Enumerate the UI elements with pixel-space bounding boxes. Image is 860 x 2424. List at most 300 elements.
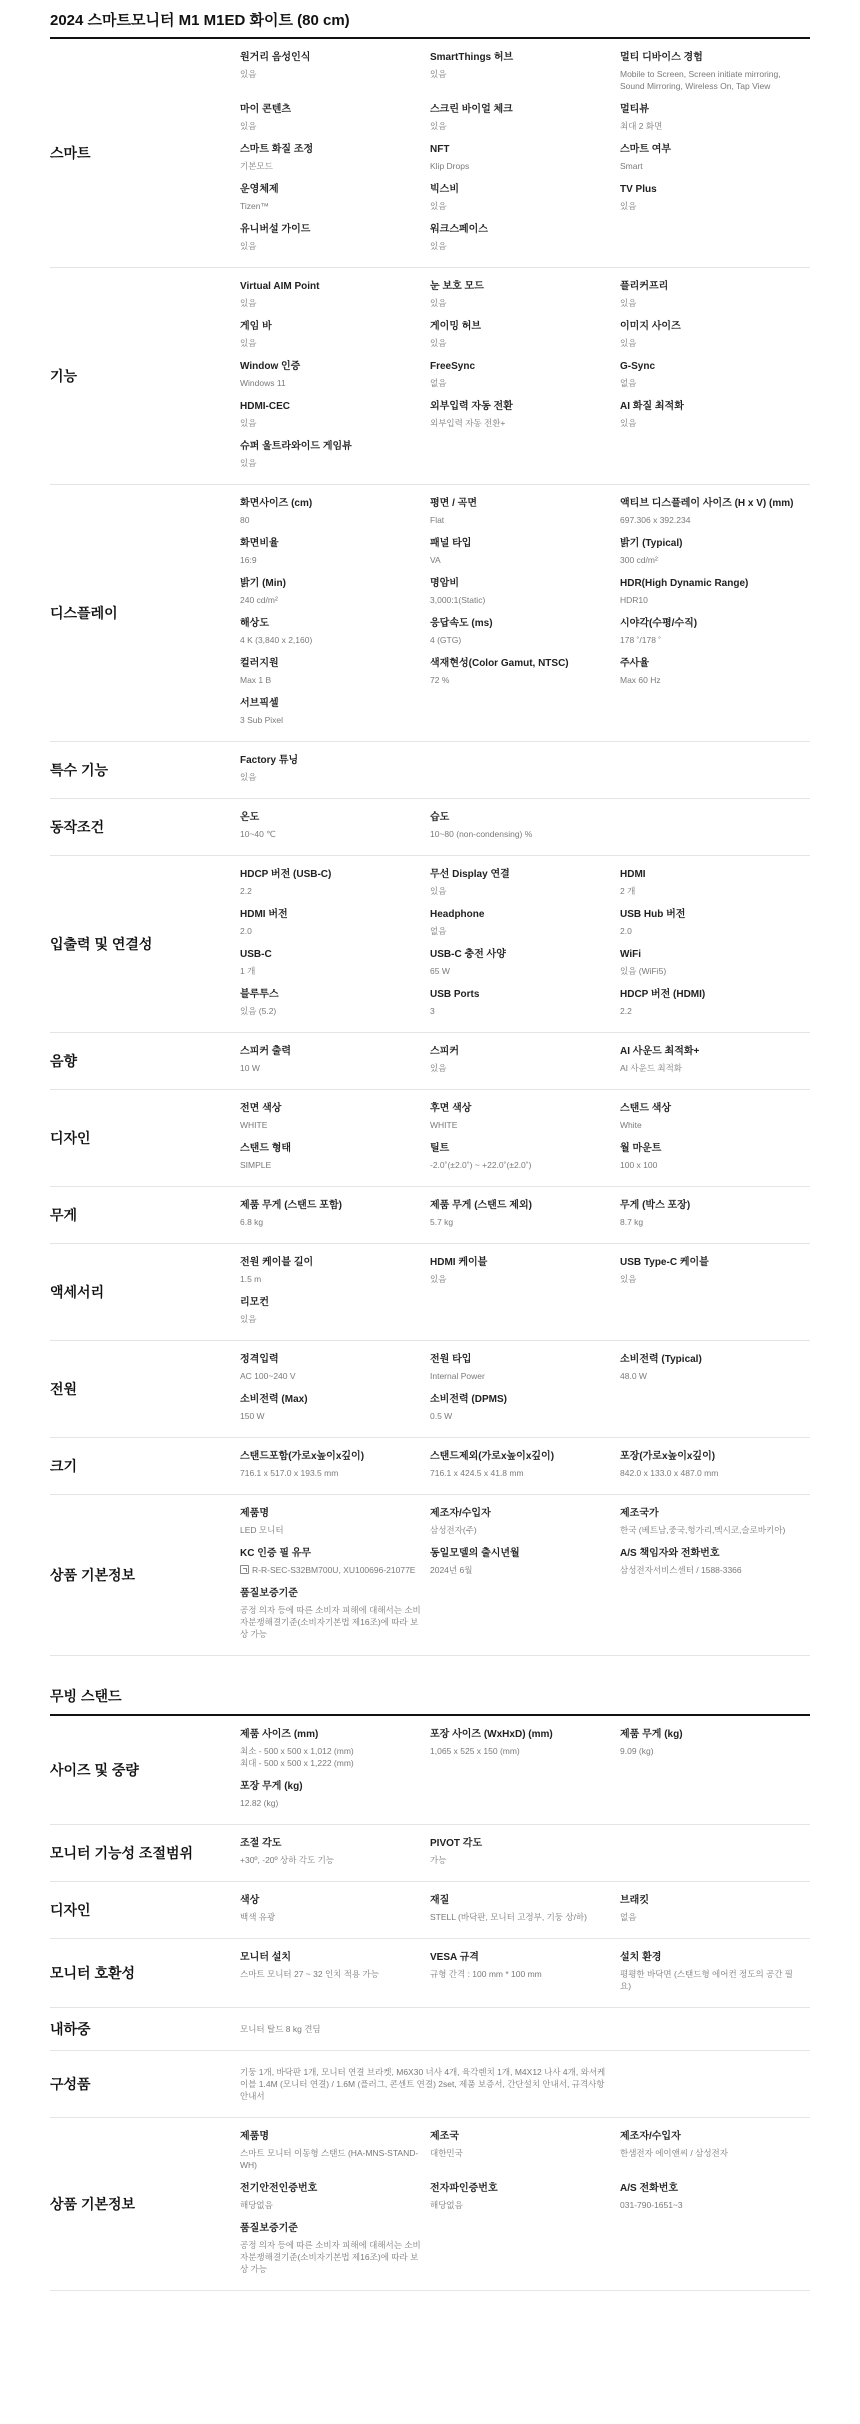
spec-label: 포장(가로x높이x깊이) <box>620 1451 716 1462</box>
spec-value: 716.1 x 517.0 x 193.5 mm <box>240 1468 339 1478</box>
spec-group <box>50 1882 810 1939</box>
spec-group <box>50 1244 810 1341</box>
spec-item <box>430 904 620 944</box>
spec-item <box>620 276 810 316</box>
spec-label: 온도 <box>240 812 260 823</box>
spec-label: 제품 무게 (kg) <box>620 1729 683 1740</box>
spec-group <box>50 856 810 1033</box>
spec-label: 품질보증기준 <box>240 1588 298 1599</box>
spec-label: 무게 (박스 포장) <box>620 1200 691 1211</box>
spec-value: 1.5 m <box>240 1274 262 1284</box>
spec-label: USB Ports <box>430 989 480 1000</box>
spec-item <box>240 1349 430 1389</box>
spec-group-title: 디자인 <box>50 1902 91 1918</box>
spec-label: 화면비율 <box>240 538 279 549</box>
spec-value: 최소 - 500 x 500 x 1,012 (mm) 최대 - 500 x 500 x 1,222 (mm) <box>240 1746 354 1768</box>
spec-value: 대한민국 <box>430 2148 463 2158</box>
spec-value: 100 x 100 <box>620 1160 658 1170</box>
spec-value: White <box>620 1120 642 1130</box>
spec-label: 유니버설 가이드 <box>240 224 311 235</box>
spec-value: Windows 11 <box>240 378 286 388</box>
spec-label: FreeSync <box>430 361 476 372</box>
spec-label: 멀티 디바이스 경험 <box>620 52 703 63</box>
spec-value <box>240 1564 422 1576</box>
spec-item <box>620 356 810 396</box>
spec-value: 있음 <box>240 1314 257 1324</box>
spec-value: 외부입력 자동 전환+ <box>430 418 506 428</box>
spec-group-title: 모니터 호환성 <box>50 1965 136 1981</box>
stand-section-title: 무빙 스탠드 <box>50 1686 810 1716</box>
spec-value: 있음 <box>430 201 447 211</box>
spec-label: 제품 사이즈 (mm) <box>240 1729 319 1740</box>
spec-label: G-Sync <box>620 361 656 372</box>
spec-grid <box>240 1349 810 1429</box>
spec-value: Max 60 Hz <box>620 675 661 685</box>
spec-group-title: 모니터 기능성 조절범위 <box>50 1845 194 1861</box>
spec-item <box>240 1292 430 1332</box>
spec-grid <box>240 750 810 790</box>
spec-value: 4 K (3,840 x 2,160) <box>240 635 313 645</box>
spec-item <box>430 1446 620 1486</box>
spec-label: 습도 <box>430 812 450 823</box>
spec-value: 300 cd/m² <box>620 555 658 565</box>
spec-item <box>620 396 810 436</box>
spec-group-title: 구성품 <box>50 2076 91 2092</box>
spec-value: 2.2 <box>240 886 252 896</box>
spec-item <box>620 2178 810 2218</box>
spec-value: 백색 유광 <box>240 1912 276 1922</box>
spec-item <box>620 864 810 904</box>
spec-value: 모니터 탈드 8 kg 견딤 <box>240 2024 321 2034</box>
spec-value: 있음 <box>620 201 637 211</box>
spec-grid <box>240 1890 810 1930</box>
spec-value: WHITE <box>240 1120 268 1130</box>
spec-group <box>50 2051 810 2118</box>
spec-group-title: 사이즈 및 중량 <box>50 1762 139 1778</box>
spec-label: A/S 책임자와 전화번호 <box>620 1548 720 1559</box>
spec-label: HDMI 케이블 <box>430 1257 488 1268</box>
spec-label: 블루투스 <box>240 989 279 1000</box>
spec-label: 스탠드 색상 <box>620 1103 672 1114</box>
spec-label: 제품 무게 (스탠드 포함) <box>240 1200 342 1211</box>
spec-grid <box>240 47 810 259</box>
spec-label: Virtual AIM Point <box>240 281 320 292</box>
spec-value: 한국 (베트남,중국,헝가리,멕시코,슬로바키아) <box>620 1525 786 1535</box>
spec-group-title: 스마트 <box>50 145 91 161</box>
spec-item <box>430 1724 620 1776</box>
spec-value: 있음 <box>620 1274 637 1284</box>
spec-item <box>240 396 430 436</box>
spec-item <box>240 1041 430 1081</box>
spec-value: 있음 <box>430 298 447 308</box>
spec-group-title: 무게 <box>50 1207 78 1223</box>
spec-item <box>620 613 810 653</box>
spec-item <box>240 1890 430 1930</box>
spec-label: 화면사이즈 (cm) <box>240 498 313 509</box>
external-link-icon[interactable] <box>240 1565 249 1574</box>
spec-label: 밝기 (Min) <box>240 578 286 589</box>
spec-label: Window 인증 <box>240 361 301 372</box>
spec-item <box>620 1503 810 1543</box>
spec-item <box>620 653 810 693</box>
spec-label: 게이밍 허브 <box>430 321 482 332</box>
spec-item <box>240 984 430 1024</box>
spec-item <box>620 139 810 179</box>
spec-value: 150 W <box>240 1411 265 1421</box>
spec-item <box>240 316 430 356</box>
spec-value: 가능 <box>430 1855 447 1865</box>
spec-label: 포장 무게 (kg) <box>240 1781 303 1792</box>
spec-item <box>620 984 810 1024</box>
spec-item <box>620 1446 810 1486</box>
spec-item <box>620 1195 810 1235</box>
spec-label: A/S 전화번호 <box>620 2183 679 2194</box>
spec-label: 전원 타입 <box>430 1354 472 1365</box>
spec-label: 무선 Display 연결 <box>430 869 510 880</box>
spec-label: 스크린 바이얼 체크 <box>430 104 513 115</box>
spec-label: 평면 / 곡면 <box>430 498 477 509</box>
spec-label: HDMI-CEC <box>240 401 290 412</box>
spec-label: SmartThings 허브 <box>430 52 514 63</box>
spec-value: 2024년 6월 <box>430 1565 473 1575</box>
spec-item <box>620 493 810 533</box>
spec-item <box>430 356 620 396</box>
spec-label: 설치 환경 <box>620 1952 662 1963</box>
spec-label: HDCP 버전 (HDMI) <box>620 989 706 1000</box>
spec-item <box>240 2126 430 2178</box>
spec-value: 4 (GTG) <box>430 635 462 645</box>
spec-item <box>430 573 620 613</box>
spec-value: AI 사운드 최적화 <box>620 1063 683 1073</box>
spec-label: 스피커 <box>430 1046 459 1057</box>
spec-group-title: 동작조건 <box>50 819 105 835</box>
spec-item <box>430 1195 620 1235</box>
spec-value: 있음 <box>430 1274 447 1284</box>
spec-group <box>50 1090 810 1187</box>
spec-value: 6.8 kg <box>240 1217 264 1227</box>
spec-value: 평평한 바닥면 (스탠드형 에어컨 정도의 공간 필요) <box>620 1969 794 1991</box>
spec-item <box>620 1947 810 1999</box>
spec-item <box>430 653 620 693</box>
spec-label: 리모컨 <box>240 1297 269 1308</box>
spec-value: 있음 <box>240 121 257 131</box>
spec-value: 031-790-1651~3 <box>620 2200 683 2210</box>
spec-value: 있음 <box>240 298 257 308</box>
spec-item <box>620 1543 810 1583</box>
spec-value: 있음 <box>240 458 257 468</box>
spec-item <box>620 179 810 219</box>
spec-label: 컬러지원 <box>240 658 279 669</box>
spec-label: 시야각(수평/수직) <box>620 618 698 629</box>
spec-value: 2.2 <box>620 1006 632 1016</box>
spec-item <box>240 573 430 613</box>
spec-item <box>240 1833 430 1873</box>
spec-value: 해당없음 <box>240 2200 273 2210</box>
spec-grid <box>240 864 810 1024</box>
spec-value: 있음 <box>430 121 447 131</box>
spec-value: 규형 간격 : 100 mm * 100 mm <box>430 1969 542 1979</box>
spec-item <box>240 179 430 219</box>
spec-label: 모니터 설치 <box>240 1952 292 1963</box>
spec-group <box>50 742 810 799</box>
spec-value: 없음 <box>620 1912 637 1922</box>
spec-label: 스피커 출력 <box>240 1046 292 1057</box>
spec-label: 정격입력 <box>240 1354 279 1365</box>
spec-item <box>240 1543 430 1583</box>
spec-group-title: 내하중 <box>50 2021 91 2037</box>
spec-value: 있음 <box>430 1063 447 1073</box>
spec-label: 멀티뷰 <box>620 104 649 115</box>
spec-label: VESA 규격 <box>430 1952 479 1963</box>
spec-label: Headphone <box>430 909 485 920</box>
spec-item <box>240 1389 430 1429</box>
spec-label: HDMI <box>620 869 646 880</box>
spec-item <box>620 99 810 139</box>
spec-label: 스마트 여부 <box>620 144 672 155</box>
spec-grid <box>240 1041 810 1081</box>
spec-value: 697.306 x 392.234 <box>620 515 691 525</box>
spec-item <box>240 2059 620 2109</box>
spec-item <box>620 1890 810 1930</box>
spec-value: 한샘전자 에이앤씨 / 삼성전자 <box>620 2148 728 2158</box>
spec-label: 동일모델의 출시년월 <box>430 1548 520 1559</box>
spec-item <box>620 573 810 613</box>
spec-value: 있음 <box>240 69 257 79</box>
spec-value: AC 100~240 V <box>240 1371 296 1381</box>
spec-value: 있음 <box>430 69 447 79</box>
spec-grid <box>240 1098 810 1178</box>
spec-item <box>240 693 430 733</box>
spec-label: 전면 색상 <box>240 1103 282 1114</box>
spec-label: 제조국가 <box>620 1508 659 1519</box>
spec-group-title: 디스플레이 <box>50 605 118 621</box>
spec-value-text: R-R-SEC-S32BM700U, XU100696-21077E <box>252 1565 416 1575</box>
spec-group <box>50 1825 810 1882</box>
spec-label: 틸트 <box>430 1143 450 1154</box>
spec-label: HDMI 버전 <box>240 909 288 920</box>
spec-item <box>430 396 620 436</box>
spec-label: 주사율 <box>620 658 649 669</box>
spec-value: 최대 2 화면 <box>620 121 663 131</box>
spec-label: 브래킷 <box>620 1895 649 1906</box>
spec-label: 품질보증기준 <box>240 2223 298 2234</box>
spec-item <box>240 1503 430 1543</box>
spec-label: 색재현성(Color Gamut, NTSC) <box>430 658 569 669</box>
spec-group <box>50 1939 810 2008</box>
spec-value: 12.82 (kg) <box>240 1798 279 1808</box>
spec-grid <box>240 1724 810 1816</box>
spec-item <box>430 1947 620 1999</box>
spec-value: 없음 <box>430 926 447 936</box>
spec-label: 운영체제 <box>240 184 279 195</box>
spec-grid <box>240 1833 810 1873</box>
spec-group <box>50 1438 810 1495</box>
spec-value: STELL (바닥판, 모니터 고정부, 기둥 상/하) <box>430 1912 587 1922</box>
spec-item <box>240 1098 430 1138</box>
spec-group-title: 상품 기본정보 <box>50 1567 136 1583</box>
spec-value: +30º, -20º 상하 각도 기능 <box>240 1855 334 1865</box>
spec-value: 있음 (5.2) <box>240 1006 277 1016</box>
spec-item <box>240 1947 430 1999</box>
spec-value: 스마트 모니터 27 ~ 32 인치 적용 가능 <box>240 1969 379 1979</box>
spec-label: 빅스비 <box>430 184 459 195</box>
spec-label: 전원 케이블 길이 <box>240 1257 314 1268</box>
spec-label: 마이 콘텐츠 <box>240 104 292 115</box>
spec-group <box>50 485 810 742</box>
spec-label: 소비전력 (Max) <box>240 1394 308 1405</box>
spec-group-title: 상품 기본정보 <box>50 2196 136 2212</box>
spec-item <box>620 2126 810 2178</box>
spec-label: 스탠드 형태 <box>240 1143 292 1154</box>
spec-item <box>240 1776 430 1816</box>
spec-label: Factory 튜닝 <box>240 755 299 766</box>
spec-group <box>50 39 810 268</box>
spec-item <box>430 984 620 1024</box>
spec-item <box>430 1543 620 1583</box>
spec-grid <box>240 2059 810 2109</box>
spec-item <box>620 944 810 984</box>
spec-item <box>430 864 620 904</box>
spec-label: USB-C 충전 사양 <box>430 949 506 960</box>
spec-group <box>50 1341 810 1438</box>
spec-label: 눈 보호 모드 <box>430 281 484 292</box>
spec-item <box>240 653 430 693</box>
spec-item <box>240 2016 620 2042</box>
spec-value: 삼성전자서비스센터 / 1588-3366 <box>620 1565 742 1575</box>
spec-value: 178 ˚/178 ˚ <box>620 635 662 645</box>
spec-label: AI 사운드 최적화+ <box>620 1046 700 1057</box>
spec-item <box>240 276 430 316</box>
spec-item <box>430 99 620 139</box>
spec-label: 제품명 <box>240 2131 269 2142</box>
spec-value: 716.1 x 424.5 x 41.8 mm <box>430 1468 524 1478</box>
spec-item <box>620 316 810 356</box>
spec-value: LED 모니터 <box>240 1525 284 1535</box>
spec-item <box>430 2126 620 2178</box>
spec-value: 3,000:1(Static) <box>430 595 486 605</box>
spec-value: 2.0 <box>240 926 252 936</box>
spec-item <box>430 807 620 847</box>
spec-value: 있음 <box>430 886 447 896</box>
spec-item <box>430 1890 620 1930</box>
spec-value: 48.0 W <box>620 1371 647 1381</box>
spec-item <box>430 1041 620 1081</box>
spec-label: 제품명 <box>240 1508 269 1519</box>
spec-value: 공정 의자 등에 따른 소비자 피해에 대해서는 소비자분쟁해결기준(소비자기본법 제16조)에 따라 보상 가능 <box>240 2240 421 2274</box>
spec-value: 9.09 (kg) <box>620 1746 654 1756</box>
spec-value: Max 1 B <box>240 675 272 685</box>
page-title: 2024 스마트모니터 M1 M1ED 화이트 (80 cm) <box>50 0 810 39</box>
spec-label: KC 인증 필 유무 <box>240 1548 312 1559</box>
spec-item <box>430 1833 620 1873</box>
spec-item <box>620 1041 810 1081</box>
main-spec-groups <box>50 39 810 1656</box>
spec-label: NFT <box>430 144 450 155</box>
spec-value: 있음 <box>430 241 447 251</box>
spec-item <box>430 2178 620 2218</box>
spec-label: 스탠드제외(가로x높이x깊이) <box>430 1451 555 1462</box>
spec-value: 80 <box>240 515 250 525</box>
spec-group-title: 입출력 및 연결성 <box>50 936 153 952</box>
spec-item <box>240 139 430 179</box>
spec-value: 10~80 (non-condensing) % <box>430 829 533 839</box>
spec-item <box>430 1252 620 1292</box>
spec-group <box>50 2008 810 2051</box>
spec-value: 842.0 x 133.0 x 487.0 mm <box>620 1468 719 1478</box>
spec-item <box>620 1098 810 1138</box>
spec-item <box>430 47 620 99</box>
spec-item <box>240 1252 430 1292</box>
spec-label: 전기안전인증번호 <box>240 2183 318 2194</box>
spec-value: Smart <box>620 161 643 171</box>
spec-value: 10~40 ℃ <box>240 829 276 839</box>
spec-group <box>50 799 810 856</box>
spec-group <box>50 1033 810 1090</box>
spec-grid <box>240 1195 810 1235</box>
spec-value: 1,065 x 525 x 150 (mm) <box>430 1746 520 1756</box>
spec-value: Flat <box>430 515 445 525</box>
spec-group-title: 음향 <box>50 1053 78 1069</box>
spec-value: 5.7 kg <box>430 1217 454 1227</box>
spec-item <box>240 944 430 984</box>
spec-item <box>430 1503 620 1543</box>
spec-value: 있음 <box>240 338 257 348</box>
spec-value: HDR10 <box>620 595 648 605</box>
spec-value: 없음 <box>430 378 447 388</box>
spec-grid <box>240 2016 810 2042</box>
spec-label: USB-C <box>240 949 272 960</box>
spec-item <box>430 276 620 316</box>
spec-value: 스마트 모니터 이동형 스탠드 (HA-MNS-STAND-WH) <box>240 2148 419 2170</box>
spec-value: WHITE <box>430 1120 458 1130</box>
spec-label: 이미지 사이즈 <box>620 321 681 332</box>
spec-item <box>430 613 620 653</box>
spec-label: 색상 <box>240 1895 260 1906</box>
spec-item <box>430 944 620 984</box>
spec-group-title: 전원 <box>50 1381 78 1397</box>
spec-value: 16:9 <box>240 555 257 565</box>
spec-value: 있음 <box>240 772 257 782</box>
spec-group-title: 특수 기능 <box>50 762 108 778</box>
spec-item <box>620 904 810 944</box>
spec-item <box>240 904 430 944</box>
spec-label: 해상도 <box>240 618 269 629</box>
spec-value: 2.0 <box>620 926 632 936</box>
spec-value: 있음 <box>620 298 637 308</box>
spec-grid <box>240 1252 810 1332</box>
spec-item <box>240 1138 430 1178</box>
spec-value: 65 W <box>430 966 450 976</box>
spec-label: 소비전력 (Typical) <box>620 1354 702 1365</box>
spec-grid <box>240 276 810 476</box>
spec-value: 있음 <box>620 418 637 428</box>
spec-value: 삼성전자(주) <box>430 1525 477 1535</box>
spec-item <box>430 179 620 219</box>
spec-value: 있음 <box>620 338 637 348</box>
spec-item <box>240 1446 430 1486</box>
spec-group <box>50 2118 810 2291</box>
spec-group-title: 기능 <box>50 368 78 384</box>
spec-item <box>430 139 620 179</box>
spec-item <box>240 864 430 904</box>
spec-value: 72 % <box>430 675 450 685</box>
stand-spec-groups <box>50 1716 810 2291</box>
spec-label: USB Type-C 케이블 <box>620 1257 709 1268</box>
spec-item <box>240 750 430 790</box>
spec-item <box>430 1138 620 1178</box>
spec-value: Mobile to Screen, Screen initiate mirroring, Sound Mirroring, Wireless On, Tap View <box>620 69 781 91</box>
spec-value: 3 Sub Pixel <box>240 715 283 725</box>
